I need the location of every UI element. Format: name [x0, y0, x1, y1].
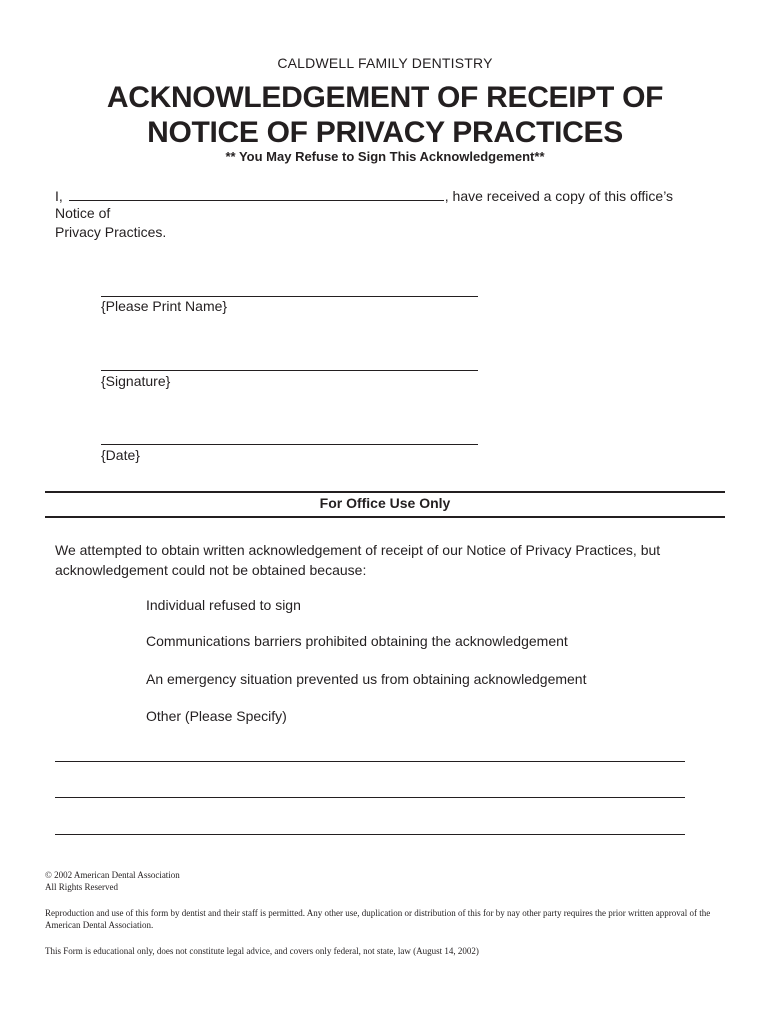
reason-communication-barriers: Communications barriers prohibited obtaining the acknowledgement: [146, 633, 568, 649]
print-name-label: {Please Print Name}: [101, 298, 228, 314]
reproduction-notice: Reproduction and use of this form by dentist and their staff is permitted. Any other use, duplication or distribution of this for by nay other party requires the prior written approval of the American Dental Association.: [45, 908, 711, 930]
form-subtitle: ** You May Refuse to Sign This Acknowledgement**: [225, 149, 545, 164]
specify-line-1[interactable]: [55, 761, 685, 762]
signature-label: {Signature}: [101, 373, 171, 389]
copyright-notice: © 2002 American Dental Association: [45, 870, 180, 880]
office-use-heading: For Office Use Only: [319, 495, 451, 511]
specify-line-3[interactable]: [55, 834, 685, 835]
reason-other: Other (Please Specify): [146, 708, 287, 724]
patient-name-blank[interactable]: [69, 186, 444, 201]
office-use-bottom-rule: [45, 516, 725, 518]
acknowledgement-line-2: Notice of: [55, 205, 111, 221]
acknowledgement-statement: [55, 186, 673, 204]
date-line[interactable]: [101, 444, 478, 445]
form-title-line-1: ACKNOWLEDGEMENT OF RECEIPT OF: [106, 81, 664, 114]
signature-line[interactable]: [101, 370, 478, 371]
practice-name: CALDWELL FAMILY DENTISTRY: [277, 55, 493, 71]
date-label: {Date}: [101, 447, 140, 463]
office-use-intro: We attempted to obtain written acknowledgement of receipt of our Notice of Privacy Practices, but acknowledgement could not be obtained because:: [55, 542, 661, 578]
acknowledgement-suffix: , have received a copy of this office’s: [444, 188, 674, 204]
form-title-line-2: NOTICE OF PRIVACY PRACTICES: [147, 116, 623, 149]
acknowledgement-line-3: Privacy Practices.: [55, 224, 167, 240]
rights-notice: All Rights Reserved: [45, 882, 118, 892]
specify-line-2[interactable]: [55, 797, 685, 798]
reason-refused: Individual refused to sign: [146, 597, 301, 613]
office-use-top-rule: [45, 491, 725, 493]
acknowledgement-prefix: I,: [55, 188, 63, 204]
disclaimer-notice: This Form is educational only, does not constitute legal advice, and covers only federal, not state, law (August 14, 2002): [45, 946, 479, 956]
reason-emergency: An emergency situation prevented us from obtaining acknowledgement: [146, 671, 587, 687]
print-name-line[interactable]: [101, 296, 478, 297]
